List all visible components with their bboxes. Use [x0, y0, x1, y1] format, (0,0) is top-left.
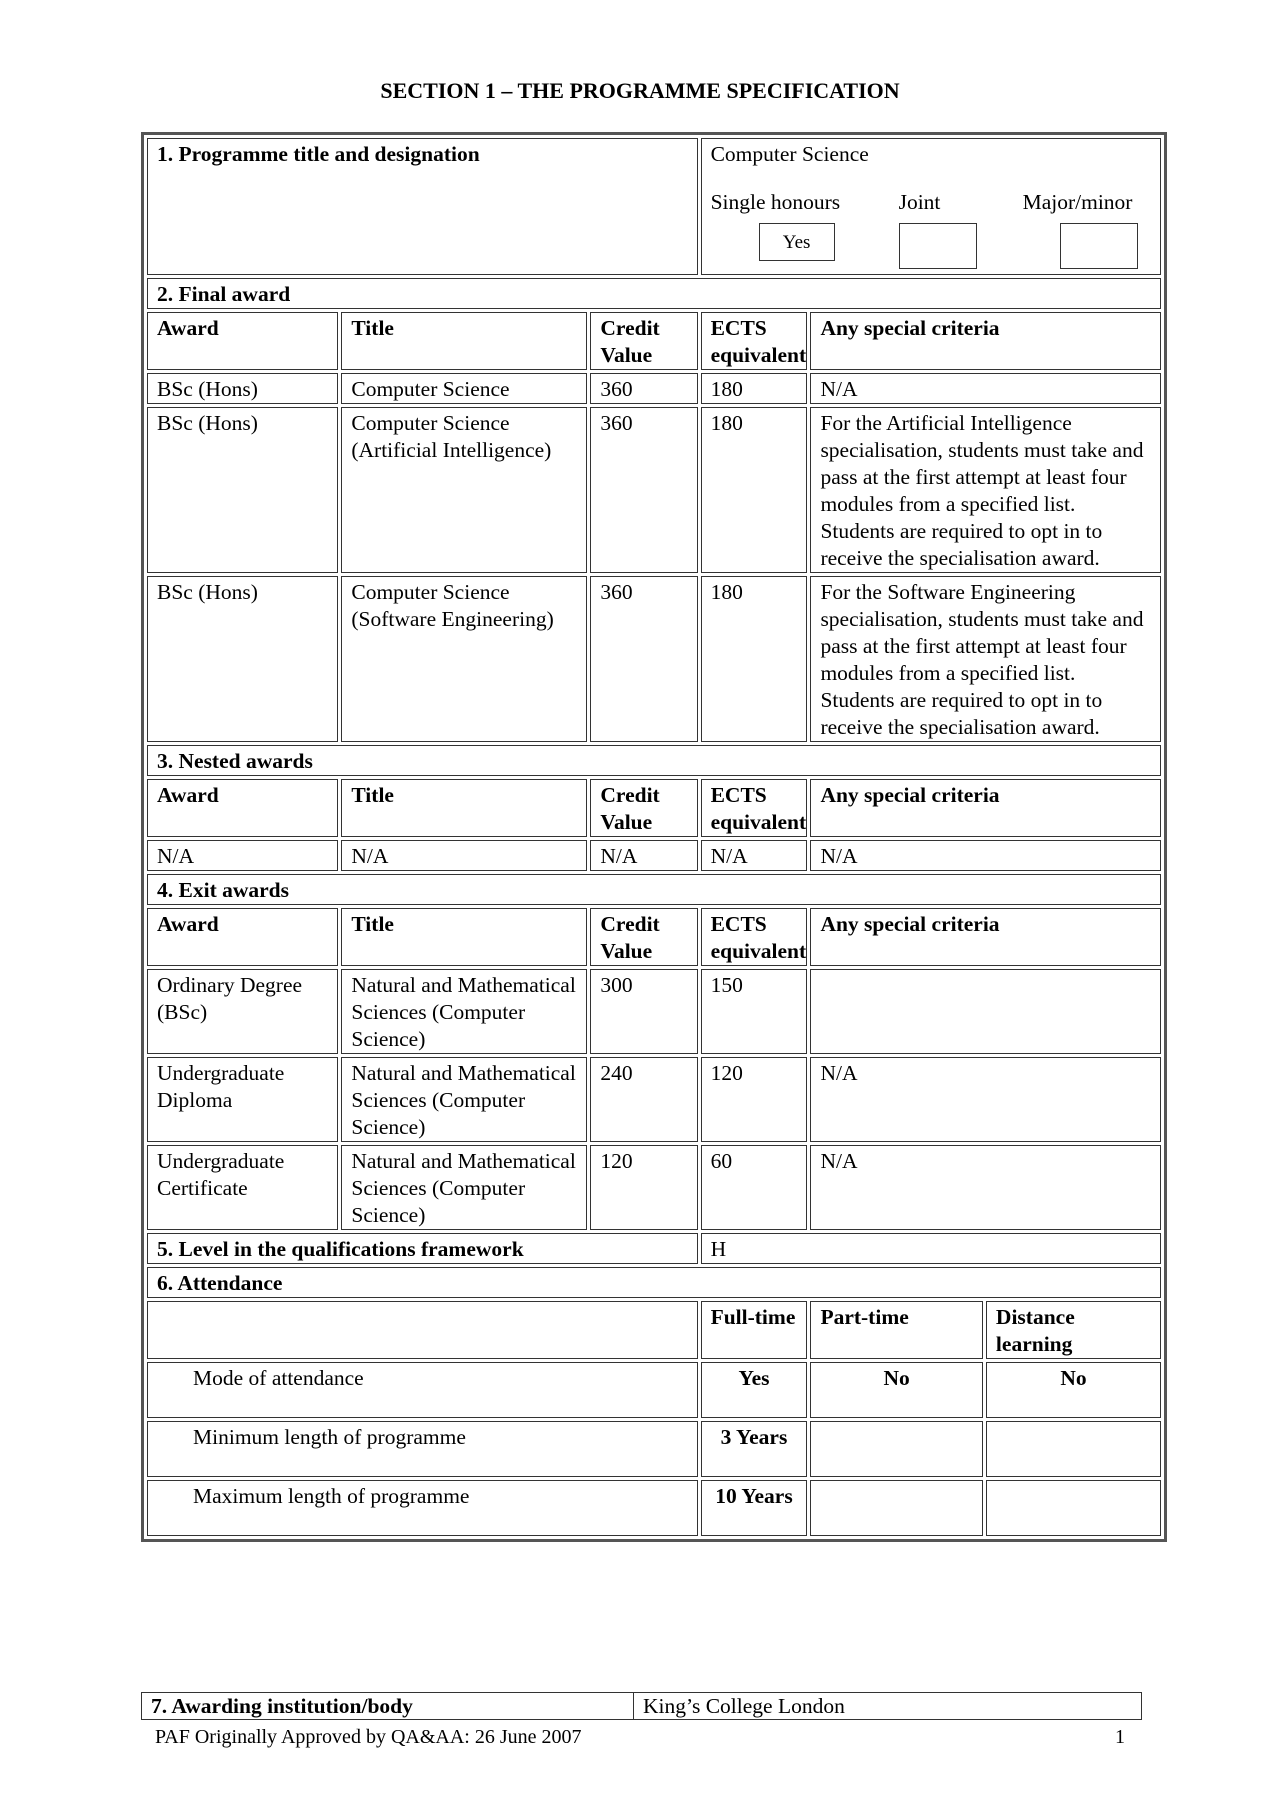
programme-title-value: Computer Science	[710, 142, 869, 166]
ects-cell: 120	[701, 1057, 808, 1142]
award-cell: BSc (Hons)	[147, 407, 338, 573]
attendance-row-label: Minimum length of programme	[147, 1421, 698, 1477]
table-row	[147, 969, 1161, 1054]
criteria-cell: N/A	[810, 1145, 1161, 1230]
attendance-column-headers	[147, 1301, 1161, 1359]
table-row	[147, 1362, 1161, 1418]
ects-cell: 180	[701, 576, 808, 742]
award-cell: BSc (Hons)	[147, 576, 338, 742]
page-footer	[155, 1726, 1125, 1749]
awarding-institution-label: 7. Awarding institution/body	[142, 1693, 634, 1720]
full-time-cell: 10 Years	[701, 1480, 808, 1536]
col-credit: Credit Value	[590, 312, 697, 370]
ects-cell: 60	[701, 1145, 808, 1230]
title-cell: Computer Science (Artificial Intelligence)	[341, 407, 587, 573]
part-time-cell	[810, 1421, 982, 1477]
col-criteria: Any special criteria	[810, 779, 1161, 837]
attendance-row-label: Mode of attendance	[147, 1362, 698, 1418]
title-cell: Natural and Mathematical Sciences (Computer Science)	[341, 969, 587, 1054]
section-1-row	[147, 138, 1161, 275]
credit-cell: 360	[590, 373, 697, 404]
col-award: Award	[147, 908, 338, 966]
section-5-row	[147, 1233, 1161, 1264]
criteria-cell: N/A	[810, 373, 1161, 404]
ects-cell: 150	[701, 969, 808, 1054]
final-award-label: 2. Final award	[147, 278, 1161, 309]
criteria-cell: N/A	[810, 840, 1161, 871]
table-row	[147, 407, 1161, 573]
exit-awards-label: 4. Exit awards	[147, 874, 1161, 905]
ects-cell: 180	[701, 407, 808, 573]
attendance-row-label: Maximum length of programme	[147, 1480, 698, 1536]
col-criteria: Any special criteria	[810, 908, 1161, 966]
criteria-cell: For the Software Engineering specialisation, students must take and pass at the first attempt at least four modules from a specified list. Students are required to opt in to receive the specialisation award.	[810, 576, 1161, 742]
attendance-label: 6. Attendance	[147, 1267, 1161, 1298]
credit-cell: 240	[590, 1057, 697, 1142]
table-row	[147, 1057, 1161, 1142]
ects-cell: 180	[701, 373, 808, 404]
page-number: 1	[1115, 1726, 1125, 1748]
single-honours-box: Yes	[759, 223, 835, 261]
award-cell: Ordinary Degree (BSc)	[147, 969, 338, 1054]
award-cell: BSc (Hons)	[147, 373, 338, 404]
full-time-cell: Yes	[701, 1362, 808, 1418]
nested-award-column-headers	[147, 779, 1161, 837]
awarding-institution-table	[141, 1692, 1142, 1720]
col-distance-learning: Distance learning	[986, 1301, 1161, 1359]
table-row	[147, 576, 1161, 742]
distance-cell: No	[986, 1362, 1161, 1418]
section-7-row	[142, 1693, 1142, 1720]
distance-cell	[986, 1480, 1161, 1536]
title-cell: Computer Science	[341, 373, 587, 404]
attendance-blank-header	[147, 1301, 698, 1359]
col-ects: ECTS equivalent	[701, 779, 808, 837]
table-row	[147, 1421, 1161, 1477]
award-cell: Undergraduate Diploma	[147, 1057, 338, 1142]
award-cell: N/A	[147, 840, 338, 871]
joint-label: Joint	[898, 190, 941, 214]
section-6-header	[147, 1267, 1161, 1298]
col-credit: Credit Value	[590, 908, 697, 966]
footer-approval: PAF Originally Approved by QA&AA: 26 June 2007	[155, 1726, 582, 1748]
table-row	[147, 373, 1161, 404]
col-ects: ECTS equivalent	[701, 908, 808, 966]
distance-cell	[986, 1421, 1161, 1477]
col-full-time: Full-time	[701, 1301, 808, 1359]
major-minor-label: Major/minor	[1022, 190, 1133, 214]
credit-cell: 360	[590, 576, 697, 742]
exit-award-column-headers	[147, 908, 1161, 966]
title-cell: Natural and Mathematical Sciences (Computer Science)	[341, 1057, 587, 1142]
level-value: H	[701, 1233, 1161, 1264]
credit-cell: 300	[590, 969, 697, 1054]
col-award: Award	[147, 779, 338, 837]
table-row	[147, 840, 1161, 871]
title-cell: Computer Science (Software Engineering)	[341, 576, 587, 742]
col-criteria: Any special criteria	[810, 312, 1161, 370]
major-minor-box	[1060, 223, 1138, 269]
title-cell: N/A	[341, 840, 587, 871]
criteria-cell: For the Artificial Intelligence specialisation, students must take and pass at the first attempt at least four modules from a specified list. Students are required to opt in to receive the specialisation award.	[810, 407, 1161, 573]
section-2-header	[147, 278, 1161, 309]
section-3-header	[147, 745, 1161, 776]
full-time-cell: 3 Years	[701, 1421, 808, 1477]
page-heading: SECTION 1 – THE PROGRAMME SPECIFICATION	[380, 78, 900, 103]
col-part-time: Part-time	[810, 1301, 982, 1359]
col-award: Award	[147, 312, 338, 370]
col-title: Title	[341, 908, 587, 966]
ects-cell: N/A	[701, 840, 808, 871]
awarding-institution-value: King’s College London	[634, 1693, 1142, 1720]
section-4-header	[147, 874, 1161, 905]
credit-cell: N/A	[590, 840, 697, 871]
criteria-cell	[810, 969, 1161, 1054]
col-ects: ECTS equivalent	[701, 312, 808, 370]
title-cell: Natural and Mathematical Sciences (Computer Science)	[341, 1145, 587, 1230]
table-row	[147, 1480, 1161, 1536]
joint-box	[899, 223, 977, 269]
credit-cell: 120	[590, 1145, 697, 1230]
programme-title-cell	[701, 138, 1161, 275]
nested-awards-label: 3. Nested awards	[147, 745, 1161, 776]
award-cell: Undergraduate Certificate	[147, 1145, 338, 1230]
level-label: 5. Level in the qualifications framework	[147, 1233, 698, 1264]
programme-title-label: 1. Programme title and designation	[147, 138, 698, 275]
part-time-cell: No	[810, 1362, 982, 1418]
part-time-cell	[810, 1480, 982, 1536]
col-title: Title	[341, 312, 587, 370]
single-honours-label: Single honours	[710, 190, 841, 214]
table-row	[147, 1145, 1161, 1230]
credit-cell: 360	[590, 407, 697, 573]
final-award-column-headers	[147, 312, 1161, 370]
criteria-cell: N/A	[810, 1057, 1161, 1142]
col-credit: Credit Value	[590, 779, 697, 837]
programme-spec-table	[141, 132, 1167, 1542]
col-title: Title	[341, 779, 587, 837]
